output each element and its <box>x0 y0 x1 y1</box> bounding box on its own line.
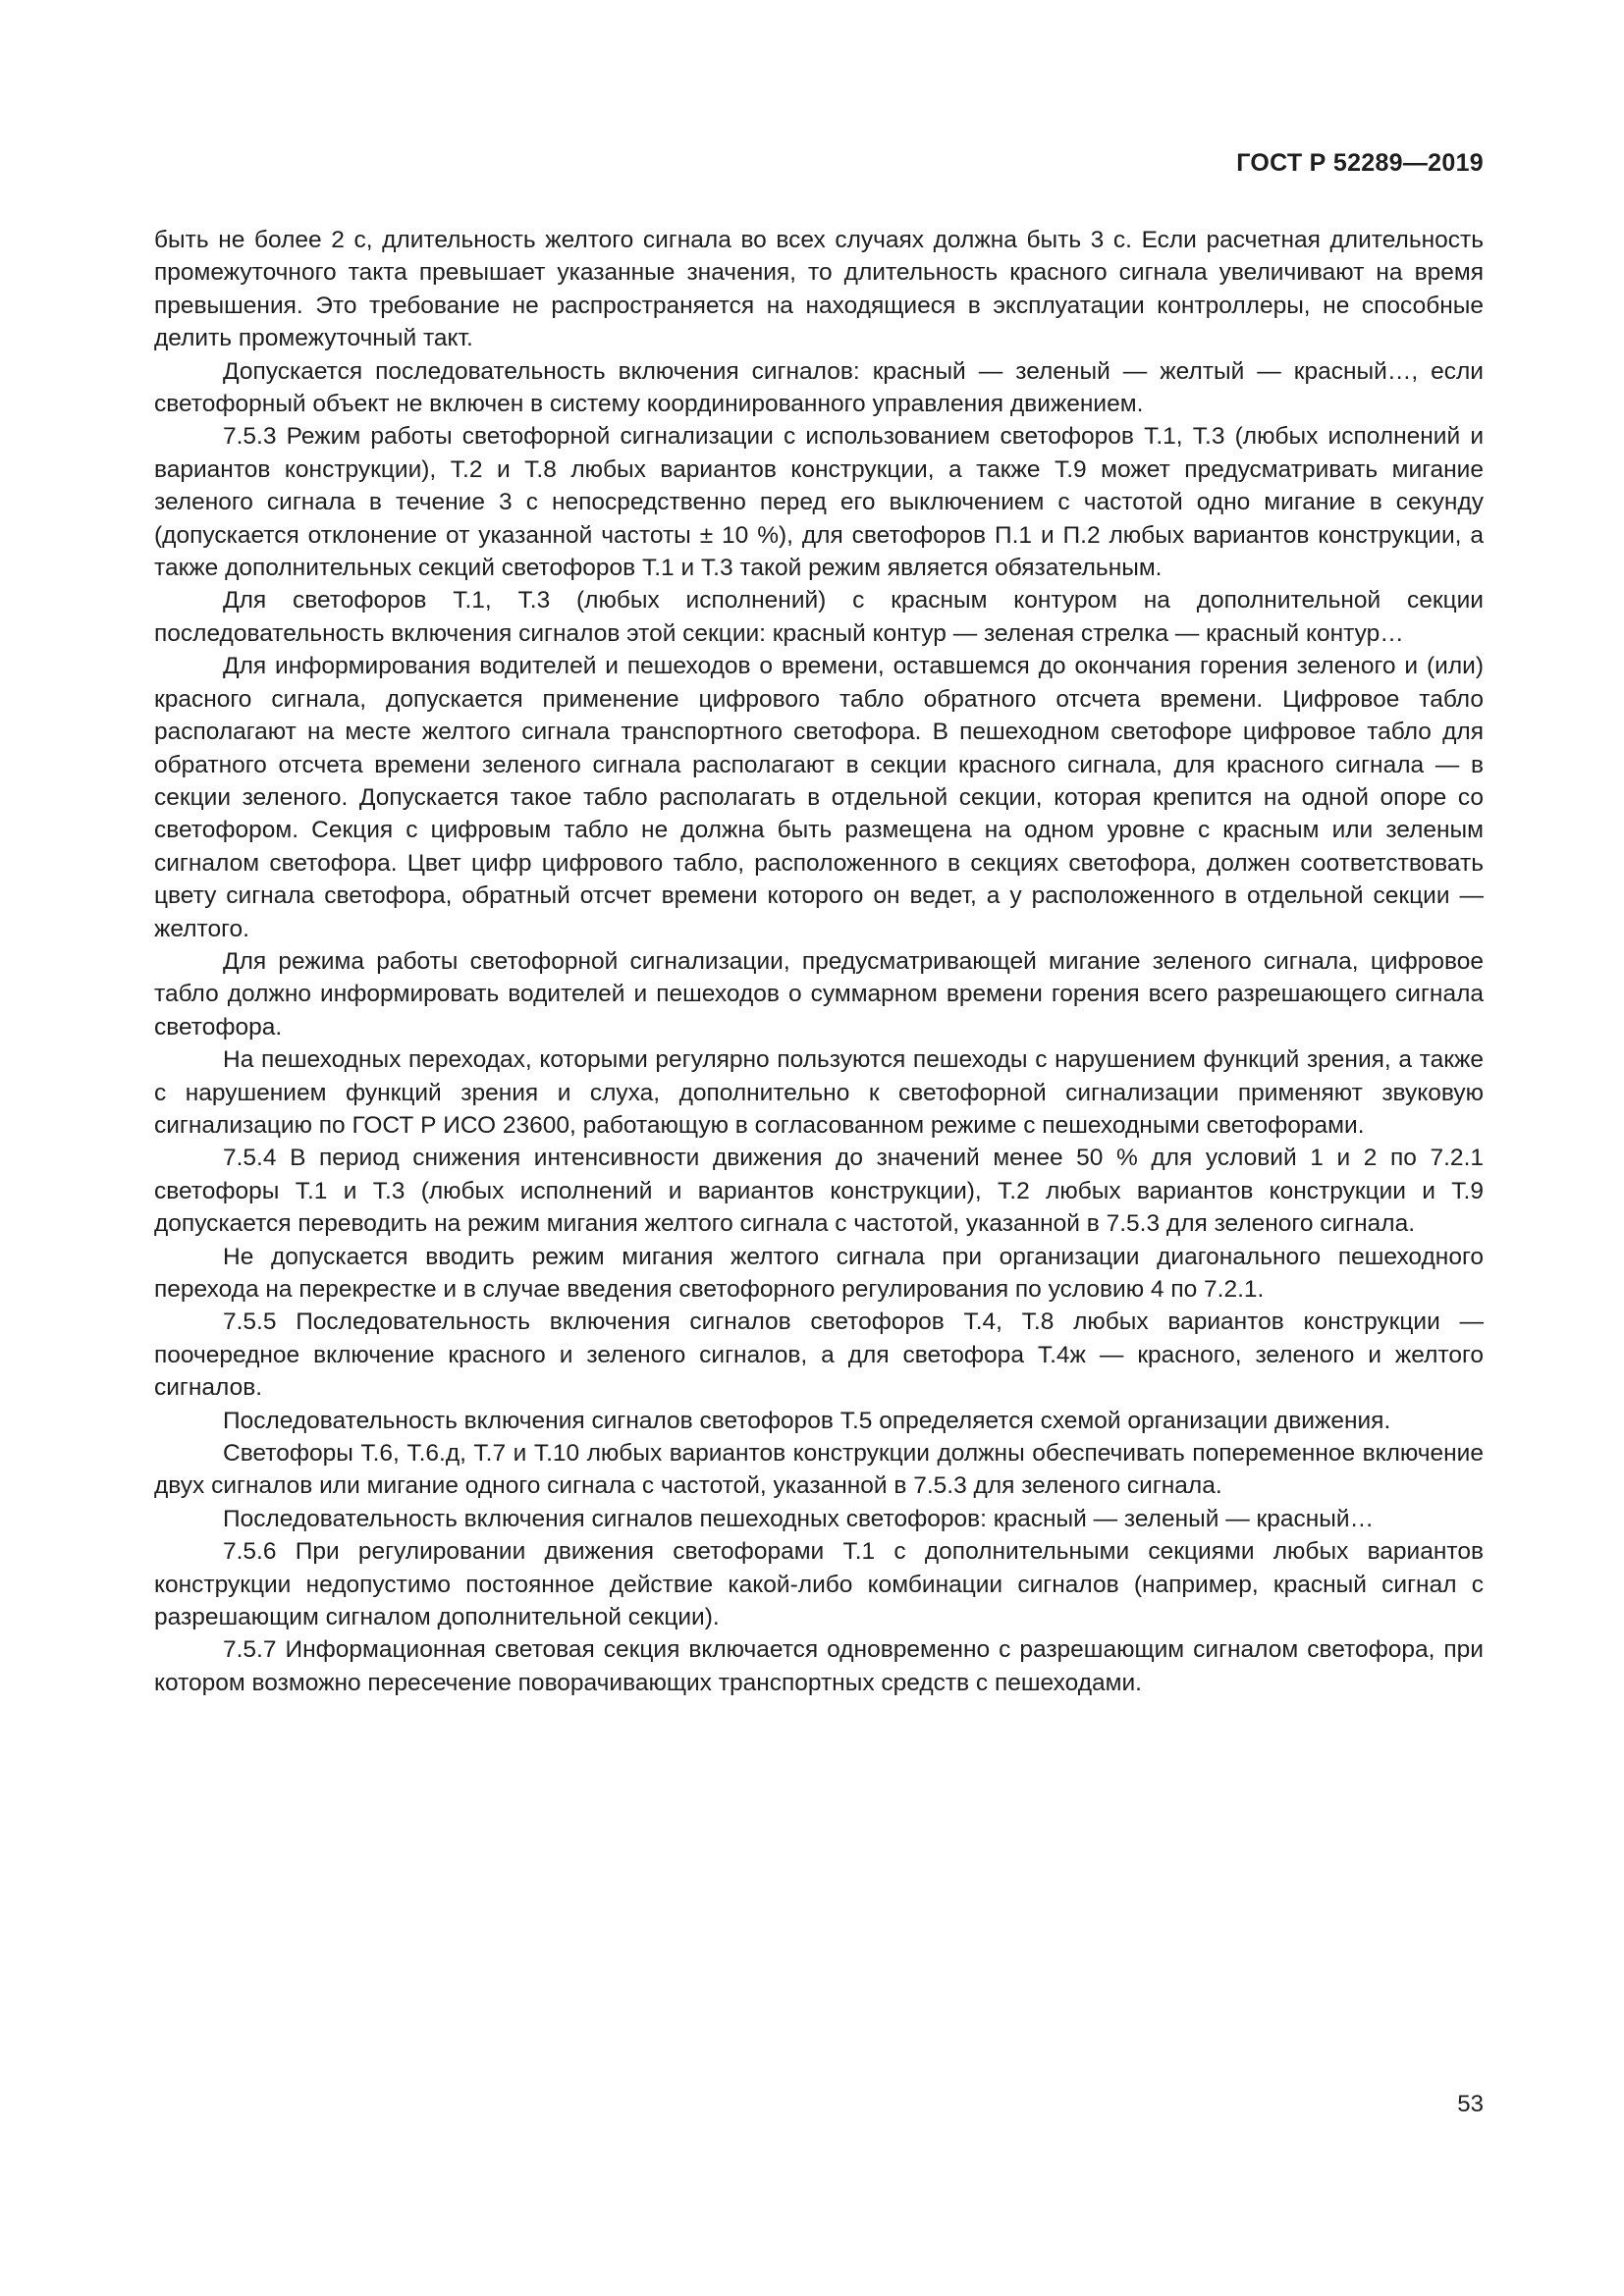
paragraph: Последовательность включения сигналов пешеходных светофоров: красный — зеленый — красный… <box>223 1505 1375 1532</box>
paragraph: Для режима работы светофорной сигнализации, предусматривающей мигание зеленого сигнала, цифровое табло должно информировать водителей и пешеходов о суммарном времени горения всего разрешающего сигнала светофора. <box>154 947 1484 1041</box>
paragraph-7-5-5: 7.5.5 Последовательность включения сигналов светофоров Т.4, Т.8 любых вариантов конструкции — поочередное включение красного и зеленого сигналов, а для светофора Т.4ж — красного, зеленого и желтого сигналов. <box>154 1308 1484 1402</box>
paragraph: Для информирования водителей и пешеходов о времени, оставшемся до окончания горения зеленого и (или) красного сигнала, допускается применение цифрового табло обратного отсчета времени. Цифровое табло располагают на месте желтого сигнала транспортного светофора. В пешеходном светофоре цифровое табло для обратного отсчета времени зеленого сигнала располагают в секции красного сигнала, для красного сигнала — в секции зеленого. Допускается такое табло располагать в отдельной секции, которая крепится на одной опоре со светофором. Секция с цифровым табло не должна быть размещена на одном уровне с красным или зеленым сигналом светофора. Цвет цифр цифрового табло, расположенного в секциях светофора, должен соответствовать цвету сигнала светофора, обратный отсчет времени которого он ведет, а у расположенного в отдельной секции — желтого. <box>154 653 1484 942</box>
paragraph: Не допускается вводить режим мигания желтого сигнала при организации диагонального пешеходного перехода на перекрестке и в случае введения светофорного регулирования по условию 4 по 7.2.1. <box>154 1243 1484 1303</box>
document-body <box>154 224 1484 1699</box>
paragraph: Последовательность включения сигналов светофоров Т.5 определяется схемой организации движения. <box>223 1407 1391 1434</box>
page-number: 53 <box>1457 2091 1484 2117</box>
paragraph-7-5-6: 7.5.6 При регулировании движения светофорами Т.1 с дополнительными секциями любых вариантов конструкции недопустимо постоянное действие какой-либо комбинации сигналов (например, красный сигнал с разрешающим сигналом дополнительной секции). <box>154 1538 1484 1631</box>
paragraph-continuation: быть не более 2 с, длительность желтого сигнала во всех случаях должна быть 3 с. Если расчетная длительность промежуточного такта превышает указанные значения, то длительность красного сигнала увеличивают на время превышения. Это требование не распространяется на находящиеся в эксплуатации контроллеры, не способные делить промежуточный такт. <box>154 227 1484 352</box>
paragraph: Допускается последовательность включения сигналов: красный — зеленый — желтый — красный…, если светофорный объект не включен в систему координированного управления движением. <box>154 357 1484 418</box>
paragraph: Для светофоров Т.1, Т.3 (любых исполнений) с красным контуром на дополнительной секции последовательность включения сигналов этой секции: красный контур — зеленая стрелка — красный контур… <box>154 587 1484 647</box>
paragraph: На пешеходных переходах, которыми регулярно пользуются пешеходы с нарушением функций зрения, а также с нарушением функций зрения и слуха, дополнительно к светофорной сигнализации применяют звуковую сигнализацию по ГОСТ Р ИСО 23600, работающую в согласованном режиме с пешеходными светофорами. <box>154 1046 1484 1139</box>
paragraph-7-5-3: 7.5.3 Режим работы светофорной сигнализации с использованием светофоров Т.1, Т.3 (любых исполнений и вариантов конструкции), Т.2 и Т.8 любых вариантов конструкции, а также Т.9 может предусматривать мигание зеленого сигнала в течение 3 с непосредственно перед его выключением с частотой одно мигание в секунду (допускается отклонение от указанной частоты ± 10 %), для светофоров П.1 и П.2 любых вариантов конструкции, а также дополнительных секций светофоров Т.1 и Т.3 такой режим является обязательным. <box>154 423 1484 582</box>
paragraph-7-5-7: 7.5.7 Информационная световая секция включается одновременно с разрешающим сигналом светофора, при котором возможно пересечение поворачивающих транспортных средств с пешеходами. <box>154 1636 1484 1696</box>
document-standard-code: ГОСТ Р 52289—2019 <box>1236 149 1484 177</box>
paragraph-7-5-4: 7.5.4 В период снижения интенсивности движения до значений менее 50 % для условий 1 и 2 по 7.2.1 светофоры Т.1 и Т.3 (любых исполнений и вариантов конструкции), Т.2 любых вариантов конструкции и Т.9 допускается переводить на режим мигания желтого сигнала с частотой, указанной в 7.5.3 для зеленого сигнала. <box>154 1145 1484 1238</box>
paragraph: Светофоры Т.6, Т.6.д, Т.7 и Т.10 любых вариантов конструкции должны обеспечивать попеременное включение двух сигналов или мигание одного сигнала с частотой, указанной в 7.5.3 для зеленого сигнала. <box>154 1440 1484 1500</box>
